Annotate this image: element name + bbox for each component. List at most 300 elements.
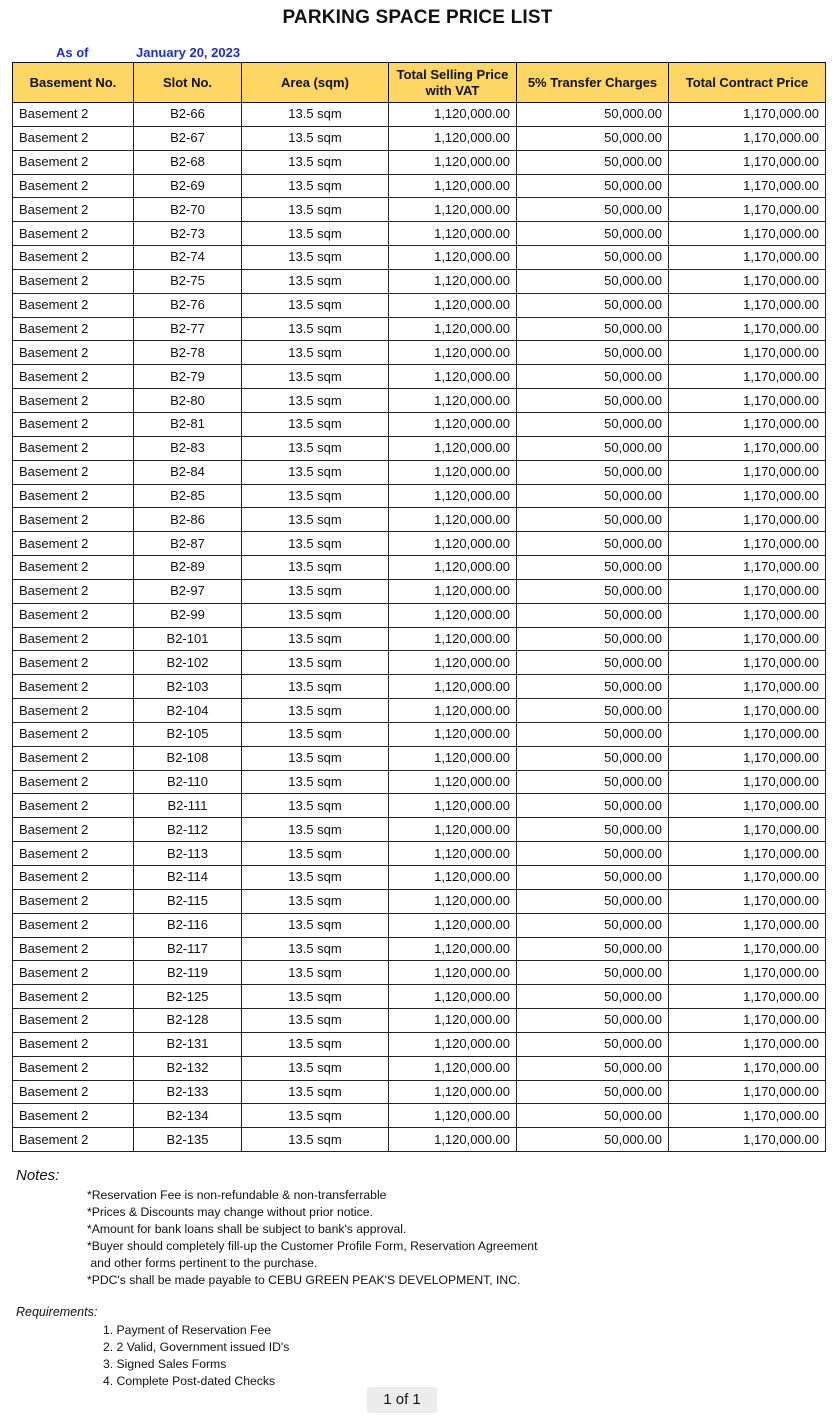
area-cell: 13.5 sqm	[242, 746, 389, 770]
selling-price-cell: 1,120,000.00	[389, 174, 517, 198]
table-row	[13, 842, 826, 866]
contract-price-cell: 1,170,000.00	[669, 1128, 826, 1152]
selling-price-cell: 1,120,000.00	[389, 269, 517, 293]
table-row	[13, 341, 826, 365]
contract-price-cell: 1,170,000.00	[669, 675, 826, 699]
basement-cell: Basement 2	[13, 961, 134, 985]
slot-cell: B2-84	[134, 460, 242, 484]
selling-price-cell: 1,120,000.00	[389, 556, 517, 580]
slot-cell: B2-111	[134, 794, 242, 818]
table-row	[13, 1128, 826, 1152]
header-row	[13, 63, 826, 103]
requirement-item: 2. 2 Valid, Government issued ID's	[103, 1339, 290, 1354]
selling-price-cell: 1,120,000.00	[389, 913, 517, 937]
area-cell: 13.5 sqm	[242, 293, 389, 317]
transfer-charges-cell: 50,000.00	[517, 150, 669, 174]
area-cell: 13.5 sqm	[242, 269, 389, 293]
table-row	[13, 866, 826, 890]
selling-price-cell: 1,120,000.00	[389, 985, 517, 1009]
slot-cell: B2-105	[134, 722, 242, 746]
basement-cell: Basement 2	[13, 722, 134, 746]
table-row	[13, 1056, 826, 1080]
slot-cell: B2-102	[134, 651, 242, 675]
slot-cell: B2-74	[134, 246, 242, 270]
slot-cell: B2-70	[134, 198, 242, 222]
table-row	[13, 1009, 826, 1033]
selling-price-cell: 1,120,000.00	[389, 961, 517, 985]
table-row	[13, 913, 826, 937]
selling-price-cell: 1,120,000.00	[389, 341, 517, 365]
contract-price-cell: 1,170,000.00	[669, 937, 826, 961]
table-row	[13, 508, 826, 532]
contract-price-cell: 1,170,000.00	[669, 532, 826, 556]
selling-price-cell: 1,120,000.00	[389, 866, 517, 890]
as-of-label: As of	[56, 45, 89, 60]
header-selling-price	[389, 63, 517, 103]
slot-cell: B2-125	[134, 985, 242, 1009]
selling-price-cell: 1,120,000.00	[389, 1056, 517, 1080]
transfer-charges-cell: 50,000.00	[517, 818, 669, 842]
transfer-charges-cell: 50,000.00	[517, 794, 669, 818]
transfer-charges-cell: 50,000.00	[517, 937, 669, 961]
transfer-charges-cell: 50,000.00	[517, 579, 669, 603]
as-of-date: January 20, 2023	[136, 45, 241, 60]
selling-price-cell: 1,120,000.00	[389, 365, 517, 389]
selling-price-cell: 1,120,000.00	[389, 460, 517, 484]
table-row	[13, 126, 826, 150]
table-row	[13, 412, 826, 436]
basement-cell: Basement 2	[13, 1009, 134, 1033]
slot-cell: B2-104	[134, 699, 242, 723]
slot-cell: B2-76	[134, 293, 242, 317]
table-row	[13, 675, 826, 699]
slot-cell: B2-103	[134, 675, 242, 699]
area-cell: 13.5 sqm	[242, 937, 389, 961]
notes-heading: Notes:	[16, 1167, 60, 1184]
transfer-charges-cell: 50,000.00	[517, 1104, 669, 1128]
slot-cell: B2-116	[134, 913, 242, 937]
requirement-item: 4. Complete Post-dated Checks	[103, 1373, 276, 1388]
selling-price-cell: 1,120,000.00	[389, 317, 517, 341]
basement-cell: Basement 2	[13, 246, 134, 270]
basement-cell: Basement 2	[13, 389, 134, 413]
basement-cell: Basement 2	[13, 508, 134, 532]
table-row	[13, 579, 826, 603]
transfer-charges-cell: 50,000.00	[517, 651, 669, 675]
table-row	[13, 937, 826, 961]
area-cell: 13.5 sqm	[242, 913, 389, 937]
table-row	[13, 389, 826, 413]
contract-price-cell: 1,170,000.00	[669, 293, 826, 317]
basement-cell: Basement 2	[13, 484, 134, 508]
basement-cell: Basement 2	[13, 842, 134, 866]
requirements-heading: Requirements:	[16, 1305, 98, 1319]
selling-price-cell: 1,120,000.00	[389, 627, 517, 651]
slot-cell: B2-67	[134, 126, 242, 150]
contract-price-cell: 1,170,000.00	[669, 222, 826, 246]
transfer-charges-cell: 50,000.00	[517, 913, 669, 937]
table-row	[13, 293, 826, 317]
transfer-charges-cell: 50,000.00	[517, 174, 669, 198]
contract-price-cell: 1,170,000.00	[669, 174, 826, 198]
transfer-charges-cell: 50,000.00	[517, 1032, 669, 1056]
contract-price-cell: 1,170,000.00	[669, 1032, 826, 1056]
transfer-charges-cell: 50,000.00	[517, 556, 669, 580]
basement-cell: Basement 2	[13, 985, 134, 1009]
area-cell: 13.5 sqm	[242, 842, 389, 866]
slot-cell: B2-117	[134, 937, 242, 961]
transfer-charges-cell: 50,000.00	[517, 412, 669, 436]
slot-cell: B2-75	[134, 269, 242, 293]
area-cell: 13.5 sqm	[242, 1104, 389, 1128]
area-cell: 13.5 sqm	[242, 222, 389, 246]
table-row	[13, 985, 826, 1009]
selling-price-cell: 1,120,000.00	[389, 770, 517, 794]
slot-cell: B2-69	[134, 174, 242, 198]
selling-price-cell: 1,120,000.00	[389, 1032, 517, 1056]
table-row	[13, 150, 826, 174]
selling-price-cell: 1,120,000.00	[389, 818, 517, 842]
contract-price-cell: 1,170,000.00	[669, 579, 826, 603]
note-item: *Prices & Discounts may change without prior notice.	[87, 1204, 373, 1219]
slot-cell: B2-85	[134, 484, 242, 508]
slot-cell: B2-80	[134, 389, 242, 413]
requirement-item: 1. Payment of Reservation Fee	[103, 1323, 272, 1337]
transfer-charges-cell: 50,000.00	[517, 1080, 669, 1104]
contract-price-cell: 1,170,000.00	[669, 317, 826, 341]
area-cell: 13.5 sqm	[242, 889, 389, 913]
basement-cell: Basement 2	[13, 889, 134, 913]
contract-price-cell: 1,170,000.00	[669, 603, 826, 627]
contract-price-cell: 1,170,000.00	[669, 508, 826, 532]
header-selling-line2: with VAT	[425, 82, 480, 98]
selling-price-cell: 1,120,000.00	[389, 293, 517, 317]
transfer-charges-cell: 50,000.00	[517, 842, 669, 866]
page-indicator: 1 of 1	[367, 1387, 437, 1413]
area-cell: 13.5 sqm	[242, 174, 389, 198]
area-cell: 13.5 sqm	[242, 1080, 389, 1104]
area-cell: 13.5 sqm	[242, 436, 389, 460]
table-row	[13, 365, 826, 389]
basement-cell: Basement 2	[13, 222, 134, 246]
contract-price-cell: 1,170,000.00	[669, 269, 826, 293]
requirement-item: 3. Signed Sales Forms	[103, 1356, 227, 1371]
basement-cell: Basement 2	[13, 770, 134, 794]
contract-price-cell: 1,170,000.00	[669, 842, 826, 866]
contract-price-cell: 1,170,000.00	[669, 556, 826, 580]
table-row	[13, 460, 826, 484]
area-cell: 13.5 sqm	[242, 389, 389, 413]
slot-cell: B2-97	[134, 579, 242, 603]
transfer-charges-cell: 50,000.00	[517, 532, 669, 556]
contract-price-cell: 1,170,000.00	[669, 699, 826, 723]
slot-cell: B2-112	[134, 818, 242, 842]
area-cell: 13.5 sqm	[242, 579, 389, 603]
selling-price-cell: 1,120,000.00	[389, 150, 517, 174]
transfer-charges-cell: 50,000.00	[517, 889, 669, 913]
table-row	[13, 317, 826, 341]
basement-cell: Basement 2	[13, 126, 134, 150]
area-cell: 13.5 sqm	[242, 675, 389, 699]
area-cell: 13.5 sqm	[242, 1009, 389, 1033]
selling-price-cell: 1,120,000.00	[389, 1080, 517, 1104]
transfer-charges-cell: 50,000.00	[517, 365, 669, 389]
basement-cell: Basement 2	[13, 150, 134, 174]
contract-price-cell: 1,170,000.00	[669, 818, 826, 842]
contract-price-cell: 1,170,000.00	[669, 389, 826, 413]
basement-cell: Basement 2	[13, 866, 134, 890]
contract-price-cell: 1,170,000.00	[669, 627, 826, 651]
basement-cell: Basement 2	[13, 794, 134, 818]
area-cell: 13.5 sqm	[242, 412, 389, 436]
area-cell: 13.5 sqm	[242, 532, 389, 556]
area-cell: 13.5 sqm	[242, 198, 389, 222]
area-cell: 13.5 sqm	[242, 603, 389, 627]
table-row	[13, 770, 826, 794]
area-cell: 13.5 sqm	[242, 508, 389, 532]
basement-cell: Basement 2	[13, 198, 134, 222]
transfer-charges-cell: 50,000.00	[517, 699, 669, 723]
transfer-charges-cell: 50,000.00	[517, 436, 669, 460]
table-row	[13, 174, 826, 198]
slot-cell: B2-131	[134, 1032, 242, 1056]
basement-cell: Basement 2	[13, 436, 134, 460]
basement-cell: Basement 2	[13, 579, 134, 603]
basement-cell: Basement 2	[13, 651, 134, 675]
slot-cell: B2-89	[134, 556, 242, 580]
basement-cell: Basement 2	[13, 1032, 134, 1056]
table-row	[13, 556, 826, 580]
contract-price-cell: 1,170,000.00	[669, 651, 826, 675]
table-row	[13, 651, 826, 675]
transfer-charges-cell: 50,000.00	[517, 484, 669, 508]
area-cell: 13.5 sqm	[242, 770, 389, 794]
area-cell: 13.5 sqm	[242, 985, 389, 1009]
basement-cell: Basement 2	[13, 269, 134, 293]
table-row	[13, 436, 826, 460]
slot-cell: B2-134	[134, 1104, 242, 1128]
contract-price-cell: 1,170,000.00	[669, 412, 826, 436]
contract-price-cell: 1,170,000.00	[669, 866, 826, 890]
contract-price-cell: 1,170,000.00	[669, 961, 826, 985]
contract-price-cell: 1,170,000.00	[669, 365, 826, 389]
basement-cell: Basement 2	[13, 1104, 134, 1128]
header-contract-price: Total Contract Price	[669, 63, 826, 103]
selling-price-cell: 1,120,000.00	[389, 699, 517, 723]
contract-price-cell: 1,170,000.00	[669, 1104, 826, 1128]
contract-price-cell: 1,170,000.00	[669, 889, 826, 913]
basement-cell: Basement 2	[13, 365, 134, 389]
table-row	[13, 818, 826, 842]
slot-cell: B2-108	[134, 746, 242, 770]
area-cell: 13.5 sqm	[242, 1128, 389, 1152]
table-row	[13, 1032, 826, 1056]
slot-cell: B2-114	[134, 866, 242, 890]
area-cell: 13.5 sqm	[242, 794, 389, 818]
price-table	[12, 62, 826, 1152]
basement-cell: Basement 2	[13, 532, 134, 556]
selling-price-cell: 1,120,000.00	[389, 389, 517, 413]
area-cell: 13.5 sqm	[242, 961, 389, 985]
contract-price-cell: 1,170,000.00	[669, 341, 826, 365]
slot-cell: B2-83	[134, 436, 242, 460]
table-row	[13, 889, 826, 913]
table-row	[13, 603, 826, 627]
transfer-charges-cell: 50,000.00	[517, 460, 669, 484]
area-cell: 13.5 sqm	[242, 126, 389, 150]
contract-price-cell: 1,170,000.00	[669, 103, 826, 127]
note-item: and other forms pertinent to the purchase.	[87, 1255, 318, 1270]
basement-cell: Basement 2	[13, 746, 134, 770]
basement-cell: Basement 2	[13, 699, 134, 723]
slot-cell: B2-135	[134, 1128, 242, 1152]
basement-cell: Basement 2	[13, 818, 134, 842]
transfer-charges-cell: 50,000.00	[517, 341, 669, 365]
table-row	[13, 103, 826, 127]
selling-price-cell: 1,120,000.00	[389, 603, 517, 627]
area-cell: 13.5 sqm	[242, 651, 389, 675]
contract-price-cell: 1,170,000.00	[669, 150, 826, 174]
transfer-charges-cell: 50,000.00	[517, 770, 669, 794]
table-row	[13, 722, 826, 746]
basement-cell: Basement 2	[13, 341, 134, 365]
area-cell: 13.5 sqm	[242, 1032, 389, 1056]
transfer-charges-cell: 50,000.00	[517, 746, 669, 770]
contract-price-cell: 1,170,000.00	[669, 460, 826, 484]
basement-cell: Basement 2	[13, 1056, 134, 1080]
slot-cell: B2-133	[134, 1080, 242, 1104]
selling-price-cell: 1,120,000.00	[389, 246, 517, 270]
note-item: *Amount for bank loans shall be subject to bank's approval.	[87, 1221, 407, 1236]
selling-price-cell: 1,120,000.00	[389, 794, 517, 818]
slot-cell: B2-101	[134, 627, 242, 651]
selling-price-cell: 1,120,000.00	[389, 532, 517, 556]
header-slot: Slot No.	[134, 63, 242, 103]
area-cell: 13.5 sqm	[242, 365, 389, 389]
contract-price-cell: 1,170,000.00	[669, 1056, 826, 1080]
area-cell: 13.5 sqm	[242, 246, 389, 270]
contract-price-cell: 1,170,000.00	[669, 246, 826, 270]
slot-cell: B2-77	[134, 317, 242, 341]
selling-price-cell: 1,120,000.00	[389, 842, 517, 866]
selling-price-cell: 1,120,000.00	[389, 746, 517, 770]
note-item: *Reservation Fee is non-refundable & non-transferrable	[87, 1188, 387, 1202]
selling-price-cell: 1,120,000.00	[389, 198, 517, 222]
slot-cell: B2-86	[134, 508, 242, 532]
area-cell: 13.5 sqm	[242, 103, 389, 127]
slot-cell: B2-128	[134, 1009, 242, 1033]
contract-price-cell: 1,170,000.00	[669, 436, 826, 460]
area-cell: 13.5 sqm	[242, 317, 389, 341]
selling-price-cell: 1,120,000.00	[389, 484, 517, 508]
transfer-charges-cell: 50,000.00	[517, 246, 669, 270]
basement-cell: Basement 2	[13, 556, 134, 580]
slot-cell: B2-78	[134, 341, 242, 365]
area-cell: 13.5 sqm	[242, 150, 389, 174]
basement-cell: Basement 2	[13, 103, 134, 127]
requirements-list	[103, 1322, 289, 1390]
selling-price-cell: 1,120,000.00	[389, 1104, 517, 1128]
area-cell: 13.5 sqm	[242, 818, 389, 842]
contract-price-cell: 1,170,000.00	[669, 484, 826, 508]
note-item: *Buyer should completely fill-up the Customer Profile Form, Reservation Agreement	[87, 1238, 538, 1253]
selling-price-cell: 1,120,000.00	[389, 412, 517, 436]
table-row	[13, 961, 826, 985]
contract-price-cell: 1,170,000.00	[669, 1080, 826, 1104]
basement-cell: Basement 2	[13, 412, 134, 436]
slot-cell: B2-119	[134, 961, 242, 985]
slot-cell: B2-113	[134, 842, 242, 866]
selling-price-cell: 1,120,000.00	[389, 1128, 517, 1152]
contract-price-cell: 1,170,000.00	[669, 746, 826, 770]
slot-cell: B2-73	[134, 222, 242, 246]
transfer-charges-cell: 50,000.00	[517, 1056, 669, 1080]
table-row	[13, 222, 826, 246]
area-cell: 13.5 sqm	[242, 341, 389, 365]
selling-price-cell: 1,120,000.00	[389, 579, 517, 603]
note-item: *PDC's shall be made payable to CEBU GREEN PEAK'S DEVELOPMENT, INC.	[87, 1272, 521, 1287]
basement-cell: Basement 2	[13, 174, 134, 198]
area-cell: 13.5 sqm	[242, 1056, 389, 1080]
basement-cell: Basement 2	[13, 460, 134, 484]
selling-price-cell: 1,120,000.00	[389, 508, 517, 532]
contract-price-cell: 1,170,000.00	[669, 913, 826, 937]
table-row	[13, 794, 826, 818]
selling-price-cell: 1,120,000.00	[389, 651, 517, 675]
table-row	[13, 484, 826, 508]
table-row	[13, 699, 826, 723]
contract-price-cell: 1,170,000.00	[669, 198, 826, 222]
table-row	[13, 627, 826, 651]
notes-list	[87, 1187, 537, 1288]
basement-cell: Basement 2	[13, 1080, 134, 1104]
slot-cell: B2-87	[134, 532, 242, 556]
table-row	[13, 532, 826, 556]
header-transfer-charges: 5% Transfer Charges	[517, 63, 669, 103]
area-cell: 13.5 sqm	[242, 460, 389, 484]
transfer-charges-cell: 50,000.00	[517, 126, 669, 150]
area-cell: 13.5 sqm	[242, 722, 389, 746]
contract-price-cell: 1,170,000.00	[669, 770, 826, 794]
transfer-charges-cell: 50,000.00	[517, 1009, 669, 1033]
slot-cell: B2-68	[134, 150, 242, 174]
transfer-charges-cell: 50,000.00	[517, 866, 669, 890]
slot-cell: B2-132	[134, 1056, 242, 1080]
contract-price-cell: 1,170,000.00	[669, 126, 826, 150]
slot-cell: B2-115	[134, 889, 242, 913]
contract-price-cell: 1,170,000.00	[669, 985, 826, 1009]
area-cell: 13.5 sqm	[242, 627, 389, 651]
transfer-charges-cell: 50,000.00	[517, 103, 669, 127]
area-cell: 13.5 sqm	[242, 556, 389, 580]
slot-cell: B2-99	[134, 603, 242, 627]
selling-price-cell: 1,120,000.00	[389, 436, 517, 460]
slot-cell: B2-79	[134, 365, 242, 389]
area-cell: 13.5 sqm	[242, 699, 389, 723]
transfer-charges-cell: 50,000.00	[517, 627, 669, 651]
transfer-charges-cell: 50,000.00	[517, 198, 669, 222]
header-area: Area (sqm)	[242, 63, 389, 103]
table-row	[13, 1104, 826, 1128]
transfer-charges-cell: 50,000.00	[517, 1128, 669, 1152]
selling-price-cell: 1,120,000.00	[389, 222, 517, 246]
table-row	[13, 198, 826, 222]
basement-cell: Basement 2	[13, 913, 134, 937]
header-selling-line1: Total Selling Price	[396, 66, 509, 82]
selling-price-cell: 1,120,000.00	[389, 103, 517, 127]
transfer-charges-cell: 50,000.00	[517, 603, 669, 627]
transfer-charges-cell: 50,000.00	[517, 389, 669, 413]
